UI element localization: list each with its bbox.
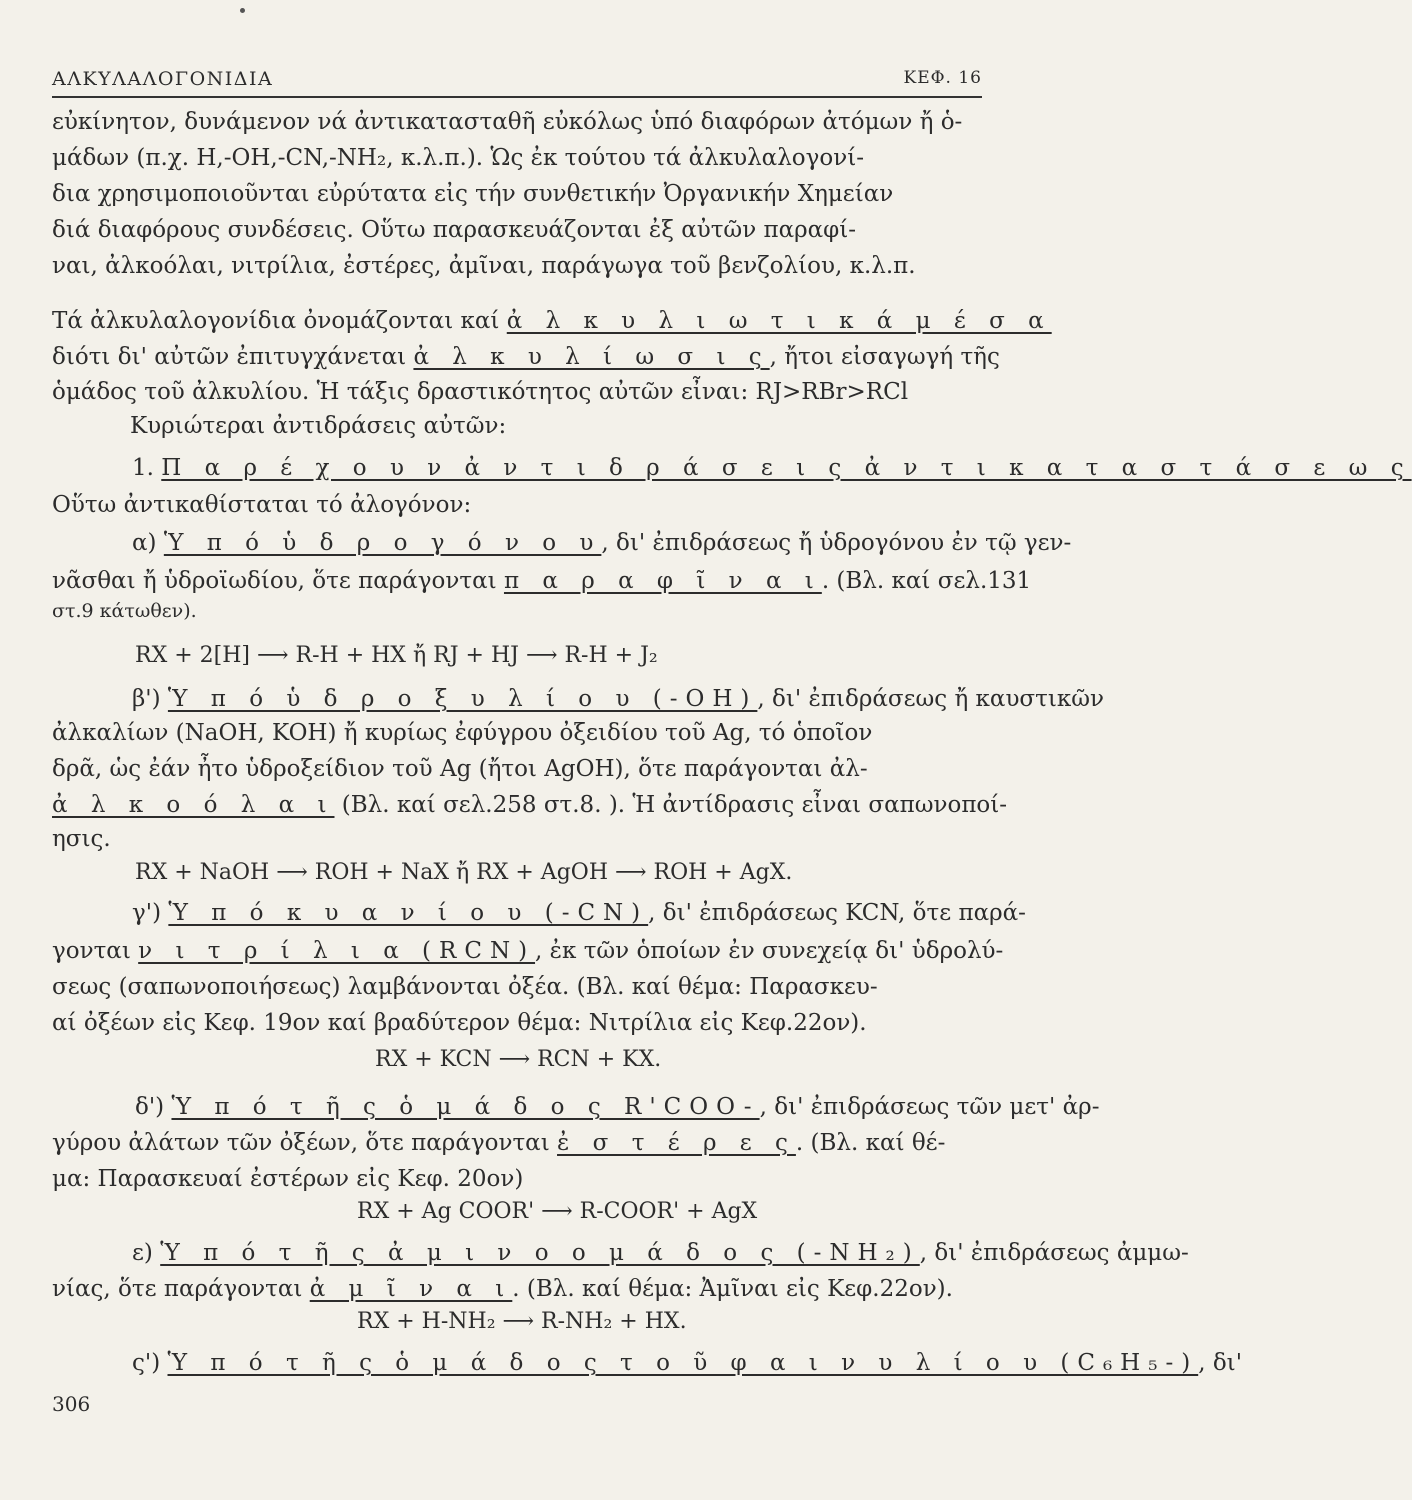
text-line: Κυριώτεραι ἀντιδράσεις αὐτῶν: [130, 413, 507, 439]
text-line: ἀ λ κ ο ό λ α ι (Βλ. καί σελ.258 στ.8. ). Ἡ ἀντίδρασις εἶναι σαπωνοποί- [52, 792, 1008, 818]
text-line: δρᾶ, ὡς ἐάν ἦτο ὑδροξείδιον τοῦ Ag (ἤτοι AgOH), ὅτε παράγονται ἀλ- [52, 756, 868, 782]
text-line: ς') Ὑ π ό τ ῆ ς ὁ μ ά δ ο ς τ ο ῦ φ α ι ν υ λ ί ο υ (C₆H₅-), δι' [132, 1350, 1243, 1376]
equation: RX + Ag COOR' ⟶ R-COOR' + AgX [357, 1199, 758, 1224]
equation: RX + 2[H] ⟶ R-H + HX ἤ RJ + HJ ⟶ R-H + J₂ [135, 643, 658, 668]
chapter-number: ΚΕΦ. 16 [903, 68, 982, 88]
text-line: εὐκίνητον, δυνάμενον νά ἀντικατασταθῆ εὐκόλως ὑπό διαφόρων ἀτόμων ἤ ὁ- [52, 109, 963, 135]
text-line: δ') Ὑ π ό τ ῆ ς ὁ μ ά δ ο ς R'COO-, δι' ἐπιδράσεως τῶν μετ' ἀρ- [135, 1094, 1100, 1120]
text-line: β') Ὑ π ό ὑ δ ρ ο ξ υ λ ί ο υ (-ΟΗ), δι' ἐπιδράσεως ἤ καυστικῶν [132, 686, 1104, 712]
equation: RX + KCN ⟶ RCN + KX. [375, 1047, 662, 1072]
text-line: μα: Παρασκευαί ἐστέρων εἰς Κεφ. 20ον) [52, 1166, 524, 1192]
spaced-term: ἀ λ κ υ λ ι ω τ ι κ ά μ έ σ α [506, 308, 1052, 334]
spaced-term: ἀ λ κ υ λ ί ω σ ι ς [413, 344, 770, 370]
text-line: στ.9 κάτωθεν). [52, 600, 197, 622]
text-line: νᾶσθαι ἤ ὑδροϊωδίου, ὅτε παράγονται π α ρ α φ ῖ ν α ι. (Βλ. καί σελ.131 [52, 568, 1032, 594]
equation: RX + H-NH₂ ⟶ R-NH₂ + HX. [357, 1309, 687, 1334]
text-line: α) Ὑ π ό ὑ δ ρ ο γ ό ν ο υ, δι' ἐπιδράσεως ἤ ὑδρογόνου ἐν τῷ γεν- [132, 530, 1072, 556]
chapter-title: ΑΛΚΥΛΑΛΟΓΟΝΙΔΙΑ [52, 68, 274, 90]
section-heading: 1. Π α ρ έ χ ο υ ν ἀ ν τ ι δ ρ ά σ ε ι ς ἀ ν τ ι κ α τ α σ τ ά σ ε ω ς [132, 455, 1412, 481]
ink-dot [240, 8, 245, 13]
text-line: σεως (σαπωνοποιήσεως) λαμβάνονται ὀξέα. (Βλ. καί θέμα: Παρασκευ- [52, 974, 878, 1000]
text-line: διότι δι' αὐτῶν ἐπιτυγχάνεται ἀ λ κ υ λ ί ω σ ι ς, ἤτοι εἰσαγωγή τῆς [52, 344, 1000, 370]
text-line: ὁμάδος τοῦ ἀλκυλίου. Ἡ τάξις δραστικότητος αὐτῶν εἶναι: RJ>RBr>RCl [52, 379, 909, 405]
text-line: νίας, ὅτε παράγονται ἀ μ ῖ ν α ι. (Βλ. καί θέμα: Ἀμῖναι εἰς Κεφ.22ον). [52, 1276, 953, 1302]
text-line: γ') Ὑ π ό κ υ α ν ί ο υ (-CN), δι' ἐπιδράσεως KCN, ὅτε παρά- [132, 900, 1026, 926]
text-line: γονται ν ι τ ρ ί λ ι α (RCN), ἐκ τῶν ὁποίων ἐν συνεχείᾳ δι' ὑδρολύ- [52, 938, 1004, 964]
equation: RX + NaOH ⟶ ROH + NaX ἤ RX + AgOH ⟶ ROH + AgX. [135, 860, 793, 885]
text-line: ησις. [52, 826, 111, 852]
text-line: αί ὀξέων εἰς Κεφ. 19ον καί βραδύτερον θέμα: Νιτρίλια εἰς Κεφ.22ον). [52, 1010, 867, 1036]
text-line: ναι, ἀλκοόλαι, νιτρίλια, ἐστέρες, ἀμῖναι, παράγωγα τοῦ βενζολίου, κ.λ.π. [52, 253, 916, 279]
text-line: Οὕτω ἀντικαθίσταται τό ἀλογόνον: [52, 492, 472, 518]
text-line: μάδων (π.χ. Η,-ΟΗ,-CN,-NH₂, κ.λ.π.). Ὡς ἐκ τούτου τά ἀλκυλαλογονί- [52, 145, 865, 171]
text-line: Τά ἀλκυλαλογονίδια ὀνομάζονται καί ἀ λ κ υ λ ι ω τ ι κ ά μ έ σ α [52, 308, 1052, 334]
text-line: δια χρησιμοποιοῦνται εὐρύτατα εἰς τήν συνθετικήν Ὀργανικήν Χημείαν [52, 181, 894, 207]
running-head [52, 66, 982, 98]
text-line: ἀλκαλίων (NaOH, KOH) ἤ κυρίως ἐφύγρου ὀξειδίου τοῦ Ag, τό ὁποῖον [52, 720, 873, 746]
text-line: γύρου ἀλάτων τῶν ὀξέων, ὅτε παράγονται ἐ σ τ έ ρ ε ς. (Βλ. καί θέ- [52, 1130, 946, 1156]
text-line: ε) Ὑ π ό τ ῆ ς ἀ μ ι ν ο ο μ ά δ ο ς (-NH₂), δι' ἐπιδράσεως ἀμμω- [132, 1240, 1189, 1266]
page-number: 306 [52, 1392, 91, 1416]
text-line: διά διαφόρους συνδέσεις. Οὕτω παρασκευάζονται ἐξ αὐτῶν παραφί- [52, 217, 857, 243]
